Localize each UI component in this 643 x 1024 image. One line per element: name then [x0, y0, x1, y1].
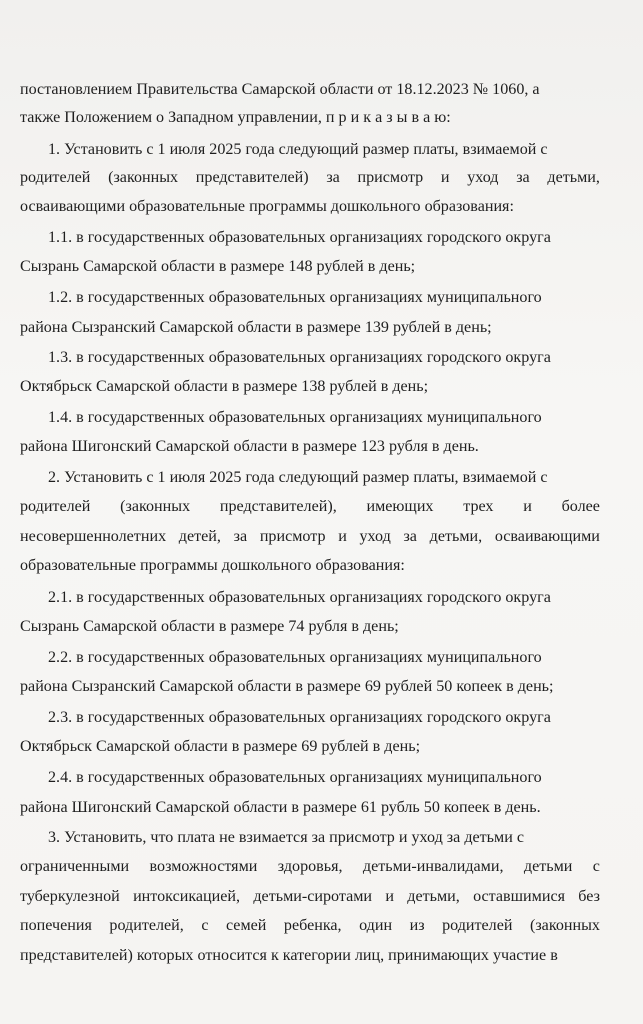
text-line: района Шигонский Самарской области в размере 123 рубля в день. [20, 438, 479, 455]
text-line: образовательные программы дошкольного образования: [20, 557, 405, 574]
text-line: 2.4. в государственных образовательных организациях муниципального [48, 769, 542, 786]
word: несовершеннолетних [20, 528, 167, 545]
word: детьми, [429, 528, 483, 545]
word: за [233, 528, 248, 545]
text-line [20, 916, 600, 936]
text-line: Сызрань Самарской области в размере 74 рубля в день; [20, 618, 399, 635]
word: (законных [529, 917, 600, 934]
word: из [409, 917, 425, 934]
text-line: Октябрьск Самарской области в размере 69 рублей в день; [20, 738, 421, 755]
text-line: также Положением о Западном управлении, п р и к а з ы в а ю: [20, 109, 451, 126]
text-line: Сызрань Самарской области в размере 148 рублей в день; [20, 258, 416, 275]
word: родителей, [109, 917, 184, 934]
text-line: района Сызранский Самарской области в размере 69 рублей 50 копеек в день; [20, 678, 554, 695]
word: возможностями [149, 858, 258, 875]
bleed-through-text [150, 28, 590, 68]
word: детьми, [547, 169, 600, 186]
text-line: Октябрьск Самарской области в размере 138 рублей в день; [20, 378, 429, 395]
word: представителей) [195, 169, 309, 186]
text-line: 1.1. в государственных образовательных организациях городского округа [48, 229, 551, 246]
word: детьми [523, 858, 573, 875]
word: имеющих [366, 498, 434, 515]
word: ограниченными [20, 858, 130, 875]
word: с [592, 858, 600, 875]
word: попечения [20, 917, 92, 934]
text-line: представителей) которых относится к категории лиц, принимающих участие в [20, 947, 558, 964]
word: за [403, 528, 417, 545]
word: трех [463, 498, 494, 515]
text-line: района Сызранский Самарской области в размере 139 рублей в день; [20, 319, 492, 336]
text-line [20, 168, 600, 188]
word: осваивающими [494, 528, 600, 545]
word: семей [225, 917, 267, 934]
word: за [326, 169, 340, 186]
word: за [516, 169, 530, 186]
word: детьми-сиротами [253, 888, 373, 905]
word: и [385, 888, 394, 905]
text-line: 1.3. в государственных образовательных организациях городского округа [48, 349, 551, 366]
word: без [578, 888, 600, 905]
text-line: осваивающими образовательные программы дошкольного образования: [20, 198, 514, 215]
text-line: 3. Установить, что плата не взимается за присмотр и уход за детьми с [48, 829, 524, 846]
word: детьми, [407, 888, 460, 905]
word: присмотр [357, 169, 424, 186]
word: и [338, 528, 347, 545]
word: родителей [442, 917, 513, 934]
text-line: 1.2. в государственных образовательных организациях муниципального [48, 289, 542, 306]
text-line: 2.1. в государственных образовательных организациях городского округа [48, 589, 551, 606]
word: туберкулезной [20, 888, 120, 905]
text-line: 2. Установить с 1 июля 2025 года следующий размер платы, взимаемой с [48, 469, 548, 486]
word: детей, [178, 528, 221, 545]
word: родителей [20, 169, 91, 186]
word: детьми-инвалидами, [362, 858, 504, 875]
text-line [20, 857, 600, 877]
word: уход [467, 169, 499, 186]
word: родителей [20, 498, 91, 515]
word: присмотр [259, 528, 326, 545]
text-line: постановлением Правительства Самарской области от 18.12.2023 № 1060, а [20, 81, 540, 98]
word: оставшимися [473, 888, 565, 905]
word: интоксикацией, [133, 888, 241, 905]
text-line: 1.4. в государственных образовательных организациях муниципального [48, 409, 542, 426]
word: (законных [120, 498, 191, 515]
text-line: района Шигонский Самарской области в размере 61 рубль 50 копеек в день. [20, 799, 541, 816]
text-line: 1. Установить с 1 июля 2025 года следующий размер платы, взимаемой с [48, 141, 548, 158]
word: и [523, 498, 532, 515]
word: уход [359, 528, 391, 545]
word: здоровья, [277, 858, 343, 875]
text-line [20, 527, 600, 547]
word: и [440, 169, 450, 186]
word: с [201, 917, 209, 934]
word: ребенка, [283, 917, 342, 934]
word: представителей), [219, 498, 337, 515]
word: более [561, 498, 600, 515]
text-line [20, 887, 600, 907]
text-line: 2.2. в государственных образовательных организациях муниципального [48, 649, 542, 666]
word: (законных [108, 169, 179, 186]
text-line [20, 497, 600, 517]
text-line: 2.3. в государственных образовательных организациях городского округа [48, 709, 551, 726]
word: один [359, 917, 393, 934]
